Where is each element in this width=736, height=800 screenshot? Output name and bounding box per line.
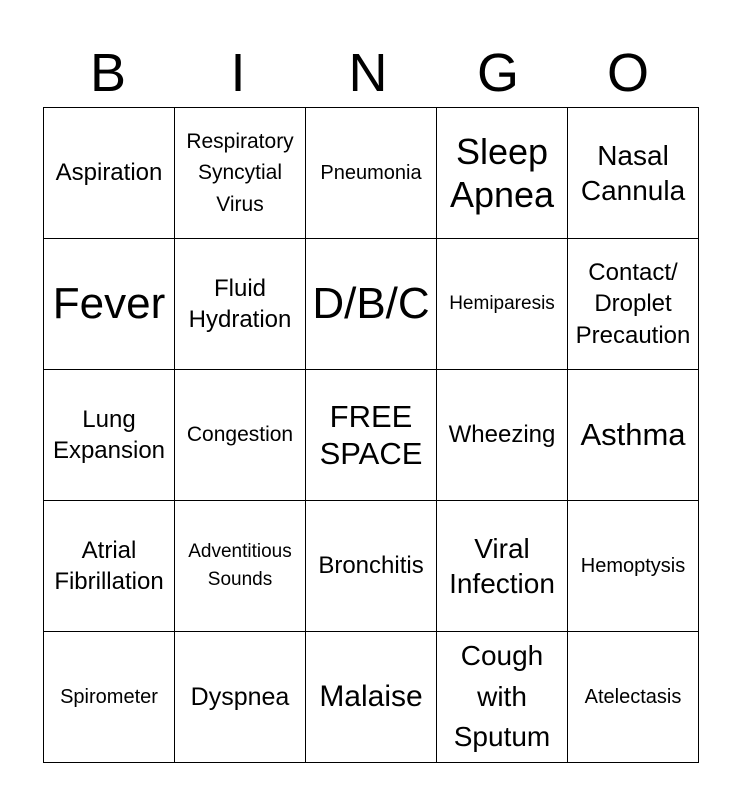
- bingo-cell[interactable]: [175, 239, 306, 370]
- board-row: [44, 108, 699, 239]
- bingo-cell[interactable]: [437, 239, 568, 370]
- bingo-cell[interactable]: [44, 501, 175, 632]
- bingo-cell[interactable]: [437, 108, 568, 239]
- bingo-cell[interactable]: [306, 501, 437, 632]
- header-letter-n: N: [348, 43, 388, 103]
- cell-label: Congestion: [186, 423, 294, 447]
- header-letter-o: O: [606, 43, 649, 103]
- board-row: [44, 239, 699, 370]
- bingo-cell[interactable]: [437, 632, 568, 763]
- bingo-cell[interactable]: [306, 108, 437, 239]
- cell-label: Wheezing: [448, 421, 556, 449]
- cell-label: D/B/C: [312, 278, 430, 328]
- bingo-cell[interactable]: [175, 501, 306, 632]
- board-row: [44, 501, 699, 632]
- bingo-cell[interactable]: [437, 501, 568, 632]
- cell-label: Lung Expansion: [52, 405, 166, 464]
- board-row: [44, 370, 699, 501]
- cell-label: Sleep Apnea: [449, 130, 555, 215]
- bingo-cell[interactable]: [175, 370, 306, 501]
- bingo-cell[interactable]: [568, 632, 699, 763]
- bingo-cell[interactable]: [568, 501, 699, 632]
- bingo-header: [43, 40, 693, 106]
- cell-label: Nasal Cannula: [580, 140, 686, 206]
- cell-label: Adventitious Sounds: [188, 541, 292, 590]
- cell-label: Asthma: [580, 417, 686, 453]
- bingo-cell[interactable]: [175, 632, 306, 763]
- cell-label: Hemoptysis: [580, 554, 686, 577]
- bingo-cell[interactable]: [44, 108, 175, 239]
- bingo-cell[interactable]: [568, 239, 699, 370]
- bingo-board: [43, 107, 699, 763]
- bingo-cell[interactable]: [44, 239, 175, 370]
- cell-label: Aspiration: [55, 159, 163, 187]
- cell-label: Cough with Sputum: [453, 640, 551, 753]
- bingo-cell[interactable]: [568, 108, 699, 239]
- bingo-cell[interactable]: [44, 632, 175, 763]
- cell-label: Contact/ Droplet Precaution: [575, 259, 691, 349]
- bingo-cell[interactable]: [437, 370, 568, 501]
- cell-label: Bronchitis: [318, 552, 424, 580]
- cell-label: Fever: [52, 278, 166, 328]
- free-space-label: FREE SPACE: [319, 398, 423, 471]
- cell-label: Hemiparesis: [449, 292, 555, 314]
- bingo-cell[interactable]: [568, 370, 699, 501]
- bingo-cell[interactable]: [306, 239, 437, 370]
- header-letter-i: I: [230, 43, 246, 103]
- free-space-cell[interactable]: [306, 370, 437, 501]
- header-letter-b: B: [89, 43, 127, 103]
- cell-label: Dyspnea: [190, 682, 290, 711]
- cell-label: Pneumonia: [320, 161, 422, 184]
- header-letter-g: G: [476, 43, 519, 103]
- bingo-cell[interactable]: [44, 370, 175, 501]
- cell-label: Viral Infection: [449, 533, 555, 599]
- cell-label: Spirometer: [60, 685, 158, 708]
- cell-label: Atrial Fibrillation: [54, 536, 164, 595]
- cell-label: Fluid Hydration: [188, 274, 292, 333]
- bingo-cell[interactable]: [306, 632, 437, 763]
- board-row: [44, 632, 699, 763]
- cell-label: Atelectasis: [584, 685, 682, 708]
- bingo-cell[interactable]: [175, 108, 306, 239]
- cell-label: Malaise: [319, 680, 423, 714]
- cell-label: Respiratory Syncytial Virus: [186, 129, 294, 216]
